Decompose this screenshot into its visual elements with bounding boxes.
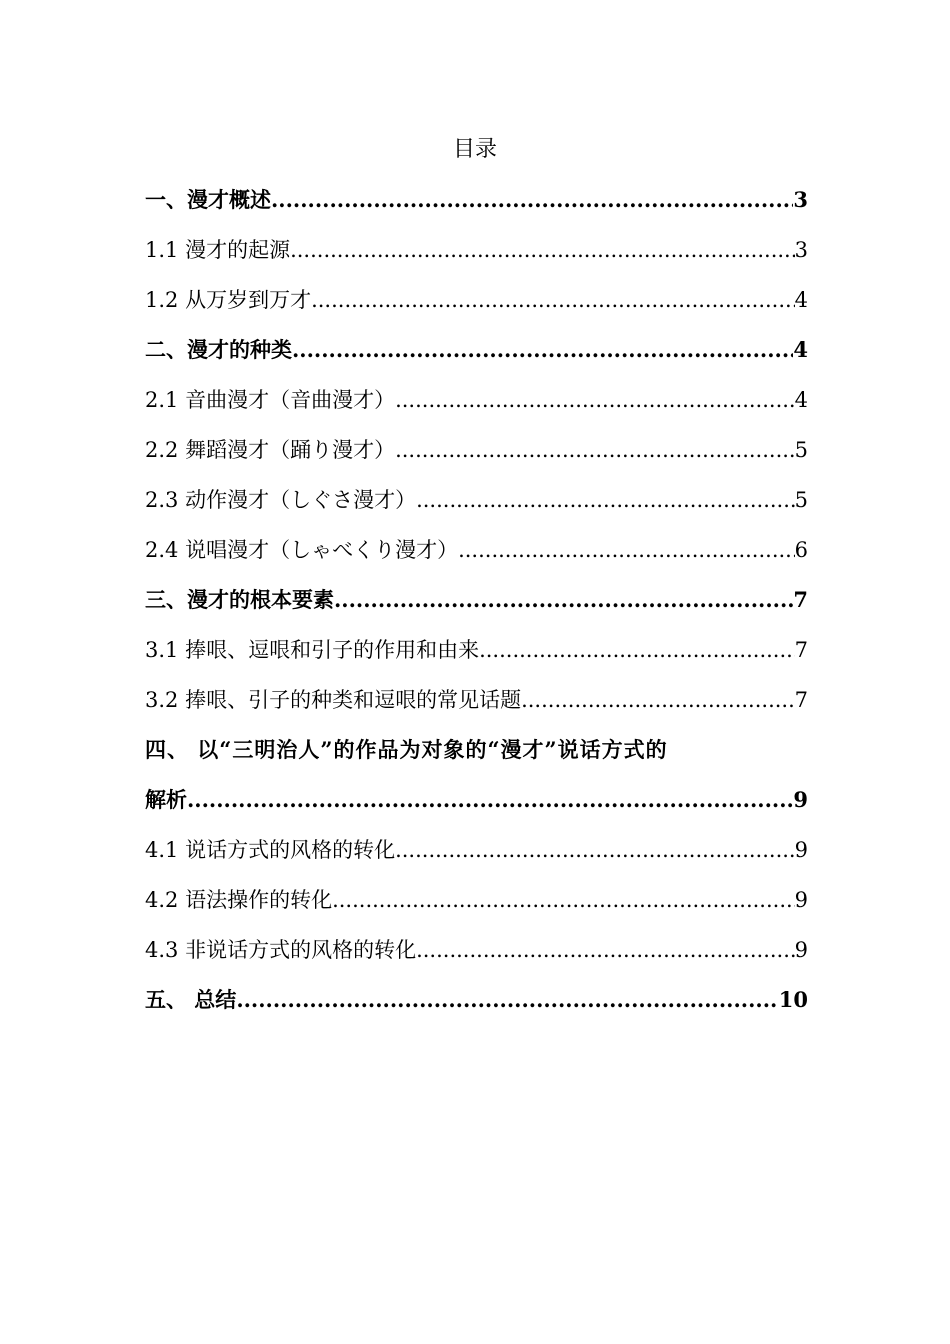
- toc-entry-page: 9: [794, 838, 808, 862]
- toc-entry-section-4-2[interactable]: [145, 875, 808, 925]
- toc-entry-section-2-1[interactable]: [145, 375, 808, 425]
- toc-entry-page: 4: [793, 337, 808, 362]
- toc-entry-page: 10: [778, 987, 808, 1012]
- toc-entry-chapter-3[interactable]: [145, 575, 808, 625]
- dot-leader: [187, 775, 793, 825]
- dot-leader: [236, 975, 778, 1025]
- dot-leader: [521, 675, 795, 725]
- toc-entry-section-3-1[interactable]: [145, 625, 808, 675]
- toc-entry-label: 3.2 捧哏、引子的种类和逗哏的常见话题: [145, 688, 522, 712]
- toc-entry-section-2-2[interactable]: [145, 425, 808, 475]
- toc-entry-chapter-2[interactable]: [145, 325, 808, 375]
- toc-entry-label: 五、 总结: [145, 987, 237, 1012]
- toc-entry-label: 2.4 说唱漫才（しゃべくり漫才）: [145, 538, 459, 562]
- toc-entry-page: 7: [793, 587, 808, 612]
- dot-leader: [332, 875, 795, 925]
- dot-leader: [290, 225, 795, 275]
- toc-entry-section-2-4[interactable]: [145, 525, 808, 575]
- toc-entry-label: 三、漫才的根本要素: [145, 587, 334, 612]
- toc-entry-label: 1.2 从万岁到万才: [145, 288, 312, 312]
- toc-entry-page: 9: [794, 938, 808, 962]
- toc-entry-label: 四、 以“三明治人”的作品为对象的“漫才”说话方式的: [145, 737, 668, 762]
- dot-leader: [395, 375, 795, 425]
- dot-leader: [334, 575, 793, 625]
- toc-title: 目录: [452, 137, 497, 162]
- toc-entry-label: 4.2 语法操作的转化: [145, 888, 333, 912]
- toc-entry-page: 3: [793, 187, 808, 212]
- toc-entry-section-1-2[interactable]: [145, 275, 808, 325]
- toc-entry-label: 4.3 非说话方式的风格的转化: [145, 938, 417, 962]
- toc-entry-page: 3: [794, 238, 808, 262]
- toc-entry-page: 7: [794, 638, 808, 662]
- toc-entry-chapter-1[interactable]: [145, 175, 808, 225]
- dot-leader: [311, 275, 795, 325]
- dot-leader: [395, 425, 795, 475]
- toc-entry-label: 2.1 音曲漫才（音曲漫才）: [145, 388, 396, 412]
- dot-leader: [395, 825, 795, 875]
- toc-entry-section-1-1[interactable]: [145, 225, 808, 275]
- toc-entry-label: 解析: [145, 787, 187, 812]
- toc-entry-chapter-5[interactable]: [145, 975, 808, 1025]
- toc-entry-label: 2.2 舞蹈漫才（踊り漫才）: [145, 438, 396, 462]
- toc-entry-label: 二、漫才的种类: [145, 337, 292, 362]
- toc-entry-label: 一、漫才概述: [145, 187, 271, 212]
- toc-entry-section-3-2[interactable]: [145, 675, 808, 725]
- dot-leader: [292, 325, 793, 375]
- toc-entry-page: 7: [794, 688, 808, 712]
- toc-entry-label: 2.3 动作漫才（しぐさ漫才）: [145, 488, 417, 512]
- toc-entry-section-4-1[interactable]: [145, 825, 808, 875]
- dot-leader: [416, 475, 795, 525]
- dot-leader: [458, 525, 795, 575]
- toc-entry-chapter-4-line-1[interactable]: [145, 725, 808, 775]
- toc-entry-page: 5: [794, 488, 808, 512]
- dot-leader: [271, 175, 793, 225]
- toc-entry-section-4-3[interactable]: [145, 925, 808, 975]
- toc-entry-page: 5: [794, 438, 808, 462]
- toc-entry-page: 4: [794, 388, 808, 412]
- table-of-contents: [145, 175, 808, 1025]
- dot-leader: [416, 925, 795, 975]
- toc-entry-label: 4.1 说话方式的风格的转化: [145, 838, 396, 862]
- toc-entry-page: 6: [794, 538, 808, 562]
- dot-leader: [479, 625, 795, 675]
- toc-entry-page: 9: [794, 888, 808, 912]
- toc-entry-page: 4: [794, 288, 808, 312]
- toc-entry-label: 3.1 捧哏、逗哏和引子的作用和由来: [145, 638, 480, 662]
- toc-entry-section-2-3[interactable]: [145, 475, 808, 525]
- toc-entry-label: 1.1 漫才的起源: [145, 238, 291, 262]
- toc-entry-page: 9: [793, 787, 808, 812]
- toc-entry-chapter-4-line-2[interactable]: [145, 775, 808, 825]
